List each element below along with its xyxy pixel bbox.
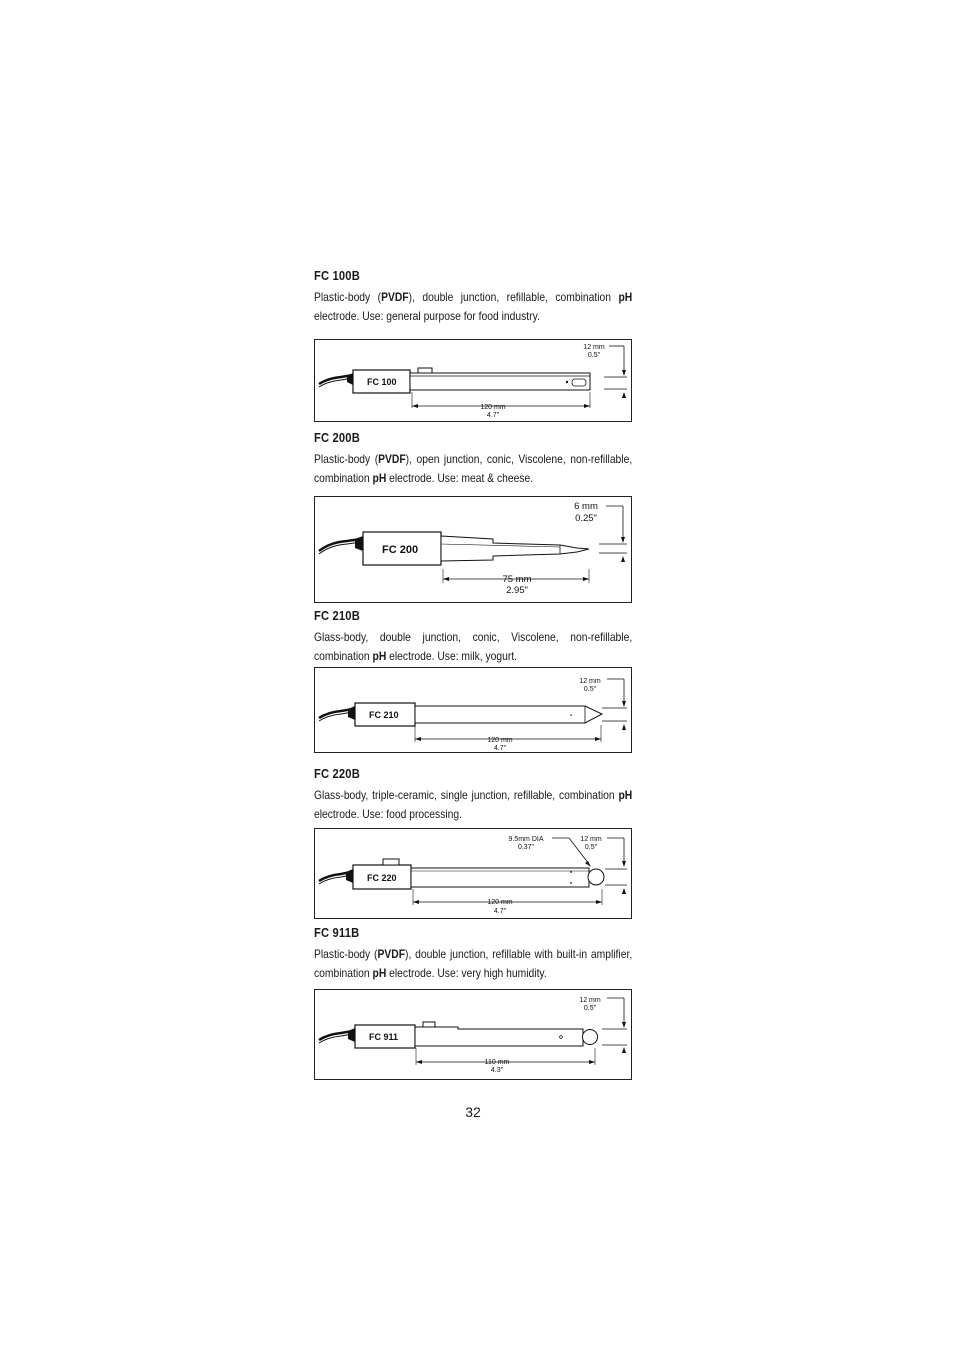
electrode-label: FC 100 xyxy=(367,377,397,387)
svg-text:2.95": 2.95" xyxy=(506,585,528,596)
section-fc200b xyxy=(314,430,632,488)
section-fc210b xyxy=(314,608,632,666)
svg-text:12 mm: 12 mm xyxy=(583,344,605,351)
svg-text:75 mm: 75 mm xyxy=(502,574,532,585)
diagram-fc210 xyxy=(314,667,632,753)
diagram-fc911 xyxy=(314,989,632,1080)
model-title: FC 210B xyxy=(314,608,360,623)
model-description: Glass-body, double junction, conic, Viscolene, non-refillable, combination pH electrode. Use: milk, yogurt. xyxy=(314,630,633,663)
page-number: 32 xyxy=(465,1104,481,1120)
electrode-drawing xyxy=(315,829,633,920)
section-fc220b xyxy=(314,766,632,824)
model-title: FC 911B xyxy=(314,925,360,940)
svg-text:4.7": 4.7" xyxy=(486,412,500,419)
electrode-drawing xyxy=(315,340,633,423)
model-title: FC 200B xyxy=(314,430,360,445)
svg-text:12 mm: 12 mm xyxy=(579,997,601,1004)
electrode-label: FC 210 xyxy=(369,710,399,720)
svg-text:0.5": 0.5" xyxy=(583,1005,597,1012)
svg-text:4.7": 4.7" xyxy=(493,745,507,752)
svg-text:12 mm: 12 mm xyxy=(580,836,602,843)
svg-text:0.37": 0.37" xyxy=(517,844,535,851)
svg-text:120 mm: 120 mm xyxy=(480,404,506,411)
svg-text:0.5": 0.5" xyxy=(583,686,597,693)
electrode-drawing xyxy=(315,497,633,604)
svg-text:4.7": 4.7" xyxy=(493,908,507,915)
svg-text:12 mm: 12 mm xyxy=(579,678,601,685)
svg-text:0.25": 0.25" xyxy=(575,513,597,524)
svg-text:110 mm: 110 mm xyxy=(484,1059,510,1066)
electrode-label: FC 200 xyxy=(382,544,419,556)
svg-text:120 mm: 120 mm xyxy=(487,899,513,906)
svg-text:0.5": 0.5" xyxy=(587,352,601,359)
section-fc100b xyxy=(314,268,632,326)
diagram-fc220 xyxy=(314,828,632,919)
svg-text:9.5mm DIA: 9.5mm DIA xyxy=(508,836,544,843)
model-description: Plastic-body (PVDF), double junction, refillable, combination pH electrode. Use: general purpose for food industry. xyxy=(314,290,633,323)
model-description: Glass-body, triple-ceramic, single junction, refillable, combination pH electrode. Use: food processing. xyxy=(314,788,633,821)
model-title: FC 220B xyxy=(314,766,360,781)
electrode-drawing xyxy=(315,990,633,1081)
section-fc911b xyxy=(314,925,632,983)
svg-text:6 mm: 6 mm xyxy=(574,501,598,512)
model-description: Plastic-body (PVDF), open junction, conic, Viscolene, non-refillable, combination pH electrode. Use: meat & cheese. xyxy=(314,452,633,485)
model-title: FC 100B xyxy=(314,268,360,283)
electrode-label: FC 220 xyxy=(367,873,397,883)
diagram-fc100 xyxy=(314,339,632,422)
electrode-label: FC 911 xyxy=(369,1032,399,1042)
svg-text:0.5": 0.5" xyxy=(584,844,598,851)
diagram-fc200 xyxy=(314,496,632,603)
electrode-drawing xyxy=(315,668,633,754)
svg-text:120 mm: 120 mm xyxy=(487,737,513,744)
svg-text:4.3": 4.3" xyxy=(490,1067,504,1074)
model-description: Plastic-body (PVDF), double junction, refillable with built-in amplifier, combination pH electrode. Use: very high humidity. xyxy=(314,947,633,980)
